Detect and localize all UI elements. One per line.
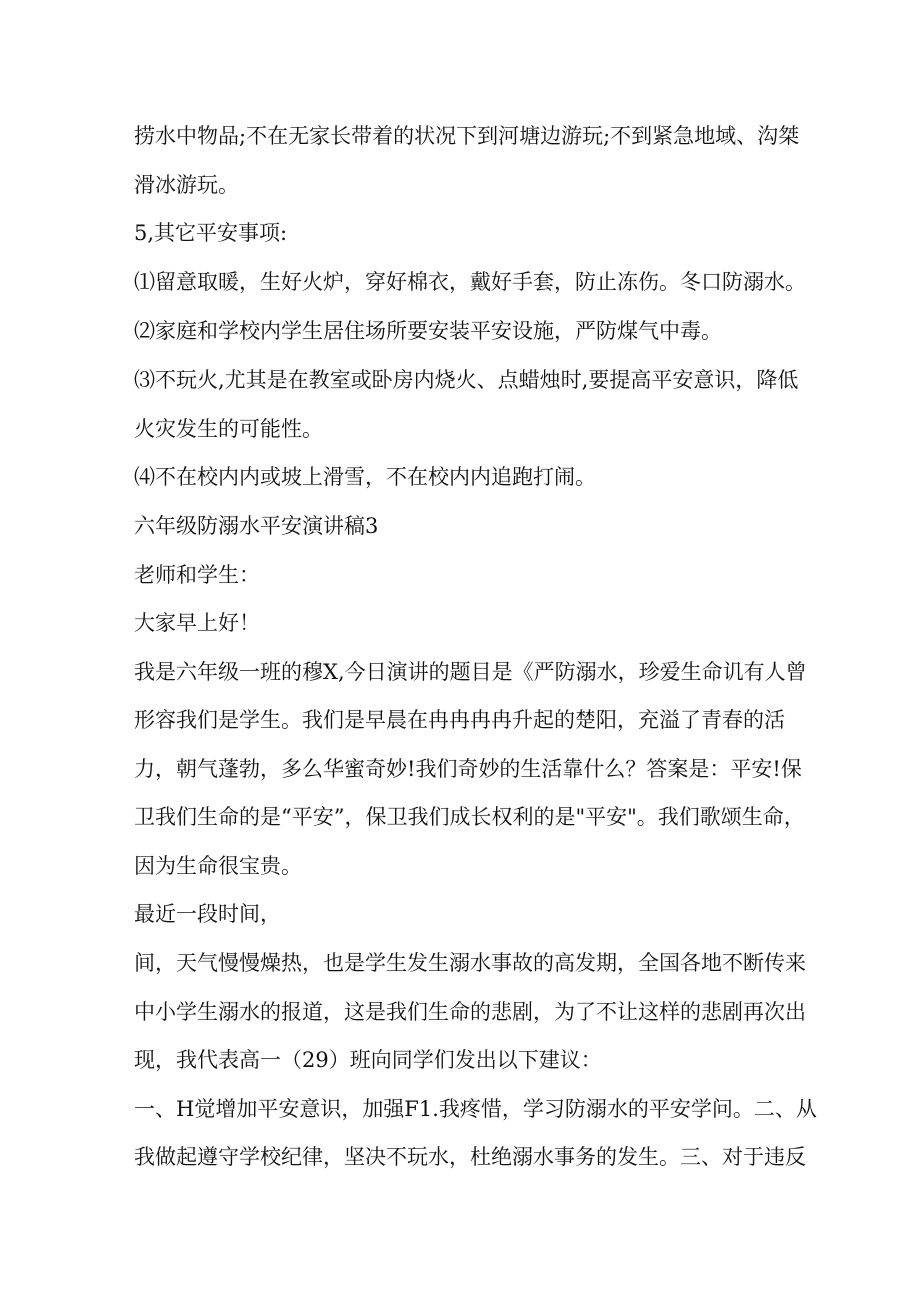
text-line: ⑷不在校内内或坡上滑雪，不在校内内追跑打闹。	[134, 465, 596, 489]
section-heading: 六年级防溺水平安演讲稿3	[134, 514, 379, 538]
text-line: 我是六年级一班的穆X,今日演讲的题目是《严防溺水，珍爱生命讥有人曾	[134, 660, 807, 684]
text-line: 5,其它平安事项:	[134, 221, 288, 245]
text-line: 滑冰游玩。	[134, 173, 239, 197]
text-line: ⑵家庭和学校内学生居住场所要安装平安设施，严防煤气中毒。	[134, 319, 722, 343]
text-line: ⑴留意取暖，生好火炉，穿好棉衣，戴好手套，防止冻伤。冬口防溺水。	[134, 270, 806, 294]
text-line: 现，我代表高一（29）班向同学们发出以下建议：	[134, 1048, 602, 1072]
text-line: 最近一段时间，	[134, 902, 281, 926]
text-line: 形容我们是学生。我们是早晨在冉冉冉冉升起的楚阳，充溢了青春的活	[134, 708, 785, 732]
text-line: 捞水中物品;不在无家长带着的状况下到河塘边游玩;不到紧急地域、沟桀	[134, 124, 800, 148]
text-line: 间，天气慢慢燥热，也是学生发生溺水事故的高发期，全国各地不断传来	[134, 951, 806, 975]
text-line: ⑶不玩火,尤其是在教室或卧房内烧火、点蜡烛时,要提高平安意识，降低	[134, 368, 799, 392]
text-line: 力，朝气蓬勃，多么华蜜奇妙!我们奇妙的生活靠什么？答案是：平安!保	[134, 757, 802, 781]
greeting: 老师和学生：	[134, 563, 260, 587]
text-line: 我做起遵守学校纪律，坚决不玩水，杜绝溺水事务的发生。三、对于违反	[134, 1145, 806, 1169]
text-line: 一、H觉增加平安意识，加强F1.我疼惜，学习防溺水的平安学问。二、从	[134, 1097, 817, 1121]
text-line: 中小学生溺水的报道，这是我们生命的悲剧，为了不让这样的悲剧再次出	[134, 1000, 806, 1024]
text-line: 火灾发生的可能性。	[134, 417, 323, 441]
greeting: 大家早上好！	[134, 611, 260, 635]
text-line: 因为生命很宝贵。	[134, 854, 302, 878]
text-line: 卫我们生命的是“平安”，保卫我们成长权利的是"平安"。我们歌颂生命，	[134, 805, 805, 829]
